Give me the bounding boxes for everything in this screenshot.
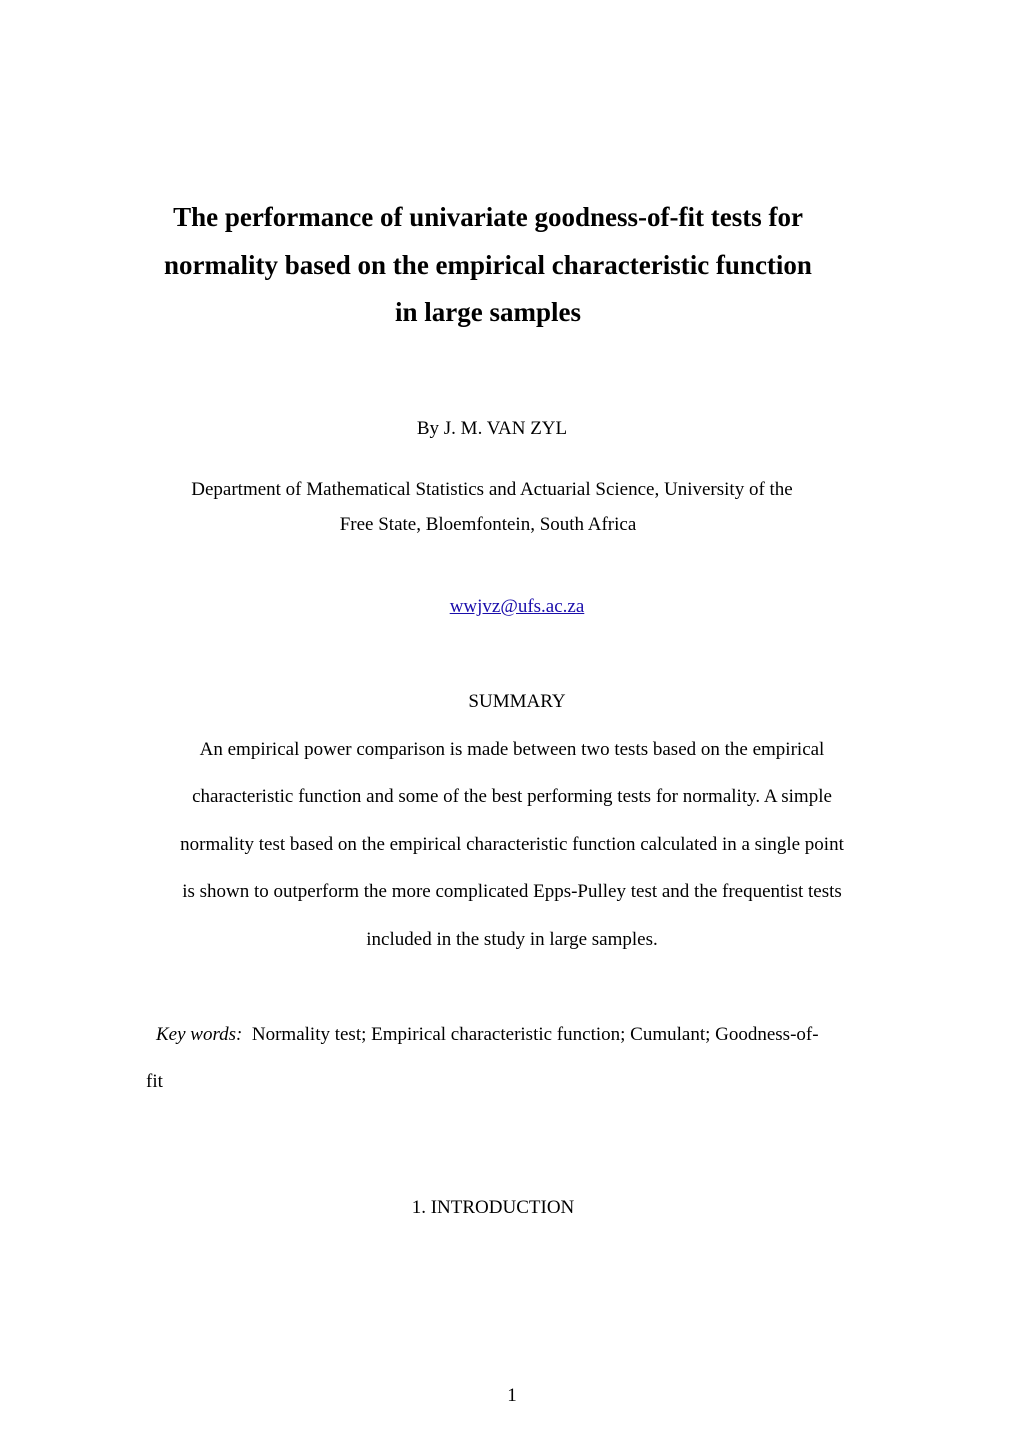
keywords-label: Key words:	[156, 1024, 243, 1045]
summary-line-2: characteristic function and some of the best performing tests for normality. A simple	[192, 786, 832, 807]
author-byline: By J. M. VAN ZYL	[416, 418, 568, 439]
keywords-line-2: fit	[146, 1071, 163, 1092]
title-line-3: in large samples	[395, 297, 581, 327]
title-line-1: The performance of univariate goodness-of-fit tests for	[173, 202, 803, 232]
title-line-2: normality based on the empirical characteristic function	[164, 250, 812, 280]
keywords-text: Normality test; Empirical characteristic function; Cumulant; Goodness-of-	[251, 1024, 819, 1045]
summary-heading: SUMMARY	[468, 691, 566, 712]
summary-line-5: included in the study in large samples.	[366, 929, 658, 950]
keywords-line-1	[156, 1023, 819, 1047]
affiliation-line-2: Free State, Bloemfontein, South Africa	[339, 514, 637, 535]
author-email-link[interactable]: wwjvz@ufs.ac.za	[449, 596, 585, 617]
page-number: 1	[507, 1385, 517, 1406]
summary-line-4: is shown to outperform the more complicated Epps-Pulley test and the frequentist tests	[182, 881, 842, 902]
section-heading-introduction: 1. INTRODUCTION	[411, 1197, 575, 1218]
affiliation-line-1: Department of Mathematical Statistics and Actuarial Science, University of the	[191, 479, 793, 500]
email-row	[0, 595, 1024, 619]
summary-line-1: An empirical power comparison is made between two tests based on the empirical	[199, 739, 825, 760]
summary-line-3: normality test based on the empirical characteristic function calculated in a single point	[180, 834, 844, 855]
